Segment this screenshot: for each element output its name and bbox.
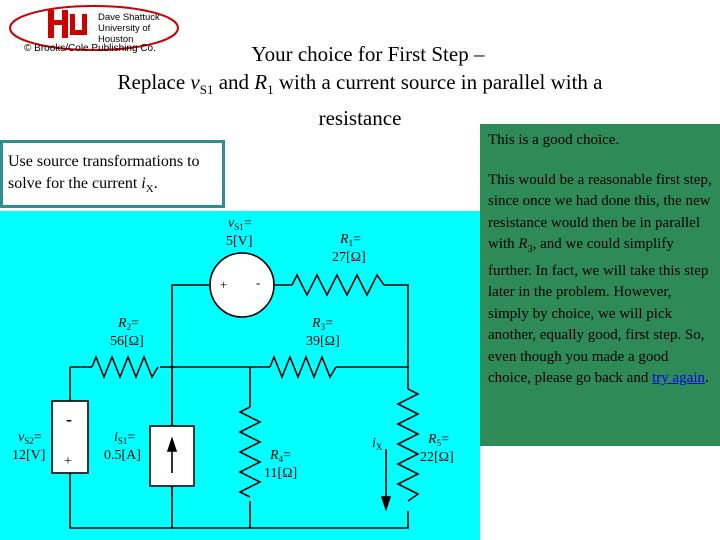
r5-value: 22[Ω] bbox=[420, 450, 454, 465]
vs1-minus: - bbox=[256, 275, 261, 290]
try-again-link[interactable]: try again bbox=[652, 370, 705, 386]
vs2-value: 12[V] bbox=[12, 448, 46, 463]
feedback-var-r-sub: 3 bbox=[527, 244, 533, 255]
title-line-2 bbox=[117, 70, 603, 98]
r2-label: $R_2=$ bbox=[118, 316, 139, 332]
instruction-var-sub: X bbox=[145, 183, 154, 196]
r1-value: 27[Ω] bbox=[332, 250, 366, 265]
title-var-v-sub: S1 bbox=[199, 82, 214, 98]
logo-credit: © Brooks/Cole Publishing Co. bbox=[24, 43, 156, 54]
r5-label: $R_5=$ bbox=[428, 432, 449, 448]
vs2-label: $v_{S2}=$ bbox=[18, 430, 42, 446]
vs1-plus: + bbox=[220, 277, 228, 292]
instruction-var: i bbox=[141, 175, 146, 192]
page-title bbox=[40, 40, 680, 132]
feedback-text: . bbox=[705, 370, 709, 386]
title-text: with a current source in parallel with a bbox=[273, 70, 603, 94]
feedback-text: , and we could simplify further. In fact, we will take this step later in the problem. However, simply by choice, we will pick another, equally good, first step. So, even though you made a good choice, please go back and bbox=[488, 236, 709, 386]
circuit-diagram bbox=[0, 211, 480, 540]
r3-value: 39[Ω] bbox=[306, 334, 340, 349]
r3-label: $R_3=$ bbox=[312, 316, 333, 332]
vs2-plus: + bbox=[64, 454, 72, 469]
instruction-text: Use source transformations to solve for the current bbox=[8, 153, 200, 192]
feedback-var-r: R bbox=[518, 236, 528, 252]
feedback-text: This would be a reasonable first step, since once we had done this, the new resistance would then be in parallel with bbox=[488, 171, 712, 252]
title-line-1: Your choice for First Step – bbox=[251, 42, 485, 66]
instruction-box bbox=[0, 140, 225, 208]
vs2-minus: - bbox=[66, 409, 72, 429]
ix-label: $i_X$ bbox=[372, 436, 383, 452]
feedback-panel bbox=[480, 124, 720, 446]
instruction-end: . bbox=[153, 175, 158, 192]
r4-value: 11[Ω] bbox=[264, 466, 298, 481]
is1-label: $i_{S1}=$ bbox=[114, 430, 136, 446]
logo-line-1: Dave Shattuck bbox=[98, 12, 160, 23]
vs1-value: 5[V] bbox=[226, 234, 253, 249]
title-var-r: R bbox=[254, 70, 268, 94]
logo-line-2: University of Houston bbox=[98, 23, 151, 45]
r4-label: $R_4=$ bbox=[270, 448, 291, 464]
title-text: Replace bbox=[117, 70, 191, 94]
vs1-label: $v_{S1}=$ bbox=[228, 216, 252, 232]
r1-label: $R_1=$ bbox=[340, 232, 361, 248]
title-text: and bbox=[213, 70, 255, 94]
uh-monogram-icon bbox=[48, 10, 87, 38]
is1-value: 0.5[A] bbox=[104, 448, 141, 463]
title-var-v: v bbox=[190, 70, 200, 94]
circuit-labels bbox=[0, 211, 480, 540]
feedback-body bbox=[488, 170, 712, 390]
title-var-r-sub: 1 bbox=[267, 82, 274, 98]
r2-value: 56[Ω] bbox=[110, 334, 144, 349]
title-line-3: resistance bbox=[318, 106, 402, 131]
feedback-heading: This is a good choice. bbox=[488, 132, 620, 148]
